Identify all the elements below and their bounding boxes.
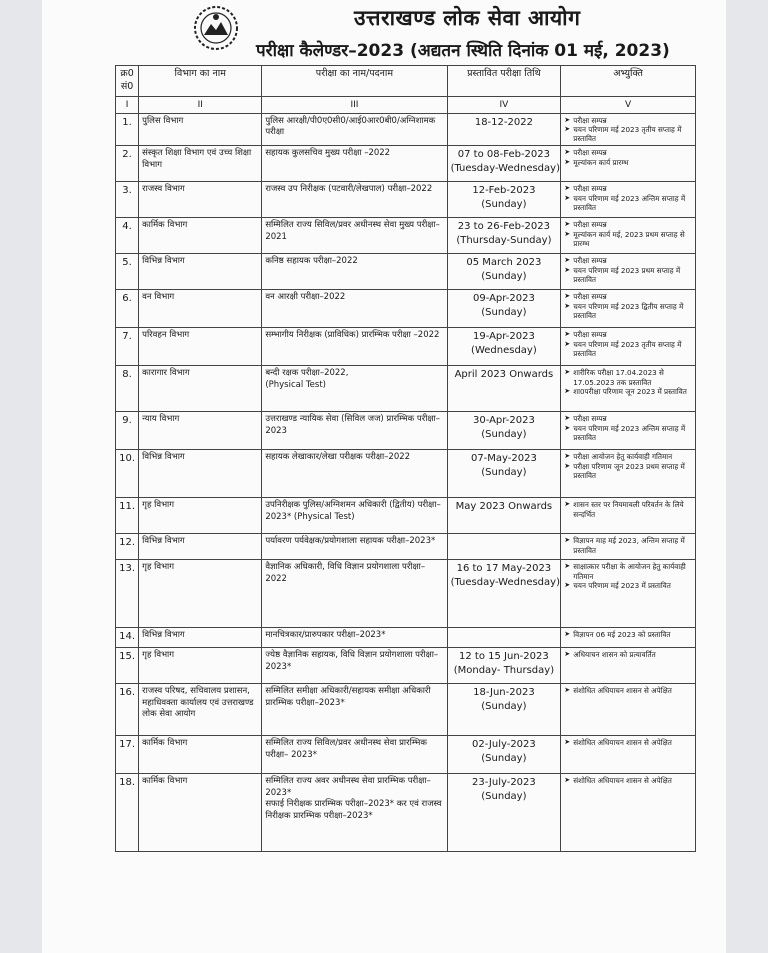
exam-name-cell	[262, 218, 447, 254]
table-row	[116, 684, 696, 736]
department-cell: गृह विभाग	[139, 648, 262, 684]
serial-number-cell: 2.	[116, 146, 139, 182]
date-line: (Sunday)	[481, 270, 527, 282]
exam-name-line: वैज्ञानिक अधिकारी, विधि विज्ञान प्रयोगशाला परीक्षा–2022	[265, 562, 426, 584]
remark-bullet-item: ➤ चयन परिणाम मई 2023 अन्तिम सप्ताह में प्रस्तावित	[564, 424, 692, 442]
remark-bullet-item: ➤ चयन परिणाम मई 2023 में प्रस्तावित	[564, 581, 692, 590]
exam-name-cell	[262, 648, 447, 684]
date-line: 02-July-2023	[472, 739, 536, 751]
remarks-cell	[561, 412, 696, 450]
serial-number-cell: 14.	[116, 628, 139, 648]
column-numeral: III	[262, 96, 447, 113]
exam-name-cell	[262, 684, 447, 736]
exam-name-line: उपनिरीक्षक पुलिस/अग्निशमन अधिकारी (द्वितीय) परीक्षा–2023* (Physical Test)	[265, 500, 441, 522]
proposed-date-cell	[447, 290, 561, 328]
table-row	[116, 218, 696, 254]
table-row	[116, 146, 696, 182]
remark-bullet-item: ➤ परीक्षा सम्पन्न	[564, 330, 692, 339]
remarks-cell	[561, 450, 696, 498]
exam-name-line: वन आरक्षी परीक्षा–2022	[265, 292, 346, 303]
remark-bullet-item: ➤ चयन परिणाम मई 2023 प्रथम सप्ताह में प्रस्तावित	[564, 266, 692, 284]
remark-bullet-item: ➤ परीक्षा सम्पन्न	[564, 256, 692, 265]
column-numeral: II	[139, 96, 262, 113]
exam-name-line: सम्मिलित राज्य अवर अधीनस्थ सेवा प्रारम्भिक परीक्षा–2023*	[265, 776, 431, 798]
table-row	[116, 560, 696, 628]
department-cell: विभिन्न विभाग	[139, 628, 262, 648]
table-row	[116, 328, 696, 366]
remark-bullet-item: ➤ मूल्यांकन कार्य मई, 2023 प्रथम सप्ताह से प्रारम्भ	[564, 230, 692, 248]
proposed-date-cell	[447, 560, 561, 628]
remarks-cell	[561, 498, 696, 534]
exam-name-cell	[262, 560, 447, 628]
table-row	[116, 498, 696, 534]
table-row	[116, 290, 696, 328]
table-row	[116, 182, 696, 218]
serial-number-cell: 1.	[116, 113, 139, 146]
department-cell: राजस्व परिषद, सचिवालय प्रशासन, महाधिवक्ता कार्यालय एवं उत्तराखण्ड लोक सेवा आयोग	[139, 684, 262, 736]
date-line: 30-Apr-2023	[472, 415, 535, 427]
remark-bullet-item: ➤ परीक्षा सम्पन्न	[564, 148, 692, 157]
remark-bullet-item: ➤ परीक्षा आयोजन हेतु कार्यवाही गतिमान	[564, 452, 692, 461]
exam-name-line: (Physical Test)	[265, 379, 326, 390]
serial-number-cell: 7.	[116, 328, 139, 366]
date-line: (Sunday)	[481, 752, 527, 764]
serial-number-cell: 6.	[116, 290, 139, 328]
exam-name-cell	[262, 113, 447, 146]
remarks-cell	[561, 774, 696, 852]
remark-bullet-item: ➤ अधियाचन शासन को प्रत्यावर्तित	[564, 650, 692, 659]
column-header-proposed-date: प्रस्तावित परीक्षा तिथि	[447, 66, 561, 97]
remarks-cell	[561, 328, 696, 366]
exam-name-cell	[262, 498, 447, 534]
remarks-cell	[561, 254, 696, 290]
remark-bullet-item: ➤ शासन स्तर पर नियमावली परिवर्तन के लिये सन्दर्भित	[564, 500, 692, 518]
table-row	[116, 113, 696, 146]
date-line: (Sunday)	[481, 790, 527, 802]
remarks-cell	[561, 534, 696, 560]
table-row	[116, 412, 696, 450]
exam-name-line: सम्मिलित समीक्षा अधिकारी/सहायक समीक्षा अधिकारी प्रारम्भिक परीक्षा–2023*	[265, 686, 431, 708]
proposed-date-cell	[447, 774, 561, 852]
department-cell: संस्कृत शिक्षा विभाग एवं उच्च शिक्षा विभाग	[139, 146, 262, 182]
exam-name-line: राजस्व उप निरीक्षक (पटवारी/लेखपाल) परीक्षा–2022	[265, 184, 433, 195]
remarks-cell	[561, 113, 696, 146]
remark-bullet-item: ➤ चयन परिणाम मई 2023 अन्तिम सप्ताह में प्रस्तावित	[564, 194, 692, 212]
department-cell: न्याय विभाग	[139, 412, 262, 450]
remarks-cell	[561, 684, 696, 736]
serial-number-cell: 8.	[116, 366, 139, 412]
date-line: (Wednesday)	[471, 344, 537, 356]
date-line: 19-Apr-2023	[472, 331, 535, 343]
department-cell: विभिन्न विभाग	[139, 534, 262, 560]
exam-name-cell	[262, 146, 447, 182]
date-line: 23-July-2023	[472, 777, 536, 789]
exam-name-cell	[262, 450, 447, 498]
proposed-date-cell	[447, 146, 561, 182]
serial-number-cell: 13.	[116, 560, 139, 628]
date-line: (Tuesday-Wednesday)	[450, 576, 560, 588]
proposed-date-cell	[447, 450, 561, 498]
serial-number-cell: 5.	[116, 254, 139, 290]
table-row	[116, 534, 696, 560]
remark-bullet-item: ➤ शारीरिक परीक्षा 17.04.2023 से 17.05.2023 तक प्रस्तावित	[564, 368, 692, 386]
department-cell: राजस्व विभाग	[139, 182, 262, 218]
document-subtitle: परीक्षा कैलेण्डर–2023 (अद्यतन स्थिति दिनांक 01 मई, 2023)	[256, 41, 670, 61]
serial-number-cell: 15.	[116, 648, 139, 684]
date-line: April 2023 Onwards	[454, 369, 554, 381]
proposed-date-cell	[447, 628, 561, 648]
remark-bullet-item: ➤ परीक्षा सम्पन्न	[564, 414, 692, 423]
remark-bullet-item: ➤ शा0परीक्षा परिणाम जून 2023 में प्रस्तावित	[564, 387, 692, 396]
date-line: 12 to 15 Jun-2023	[459, 651, 549, 663]
exam-name-line: बन्दी रक्षक परीक्षा–2022,	[265, 368, 349, 379]
table-row	[116, 254, 696, 290]
date-line: May 2023 Onwards	[455, 501, 553, 513]
column-numeral: V	[561, 96, 696, 113]
remark-bullet-item: ➤ परीक्षा परिणाम जून 2023 प्रथम सप्ताह में प्रस्तावित	[564, 462, 692, 480]
serial-number-cell: 9.	[116, 412, 139, 450]
remark-bullet-item: ➤ विज्ञापन माह मई 2023, अन्तिम सप्ताह में प्रस्तावित	[564, 536, 692, 554]
proposed-date-cell	[447, 218, 561, 254]
exam-name-line: सम्भागीय निरीक्षक (प्राविधिक) प्रारम्भिक परीक्षा –2022	[265, 330, 440, 341]
table-header-row	[116, 66, 696, 97]
remark-bullet-item: ➤ साक्षात्कार परीक्षा के आयोजन हेतु कार्यवाही गतिमान	[564, 562, 692, 580]
remark-bullet-item: ➤ परीक्षा सम्पन्न	[564, 184, 692, 193]
remark-bullet-item: ➤ संशोधित अधियाचन शासन से अपेक्षित	[564, 738, 692, 747]
remark-bullet-item: ➤ परीक्षा सम्पन्न	[564, 292, 692, 301]
exam-name-cell	[262, 412, 447, 450]
remarks-cell	[561, 146, 696, 182]
remarks-cell	[561, 290, 696, 328]
proposed-date-cell	[447, 736, 561, 774]
remarks-cell	[561, 648, 696, 684]
remark-bullet-item: ➤ परीक्षा सम्पन्न	[564, 116, 692, 125]
department-cell: पुलिस विभाग	[139, 113, 262, 146]
remarks-cell	[561, 366, 696, 412]
proposed-date-cell	[447, 534, 561, 560]
remark-bullet-item: ➤ मूल्यांकन कार्य प्रारम्भ	[564, 158, 692, 167]
date-line: (Sunday)	[481, 306, 527, 318]
date-line: 07 to 08-Feb-2023	[457, 149, 550, 161]
date-line: (Thursday-Sunday)	[456, 234, 552, 246]
exam-name-cell	[262, 254, 447, 290]
exam-name-line: ज्येष्ठ वैज्ञानिक सहायक, विधि विज्ञान प्रयोगशाला परीक्षा–2023*	[265, 650, 439, 672]
exam-calendar-table	[115, 65, 696, 852]
remarks-cell	[561, 218, 696, 254]
date-line: 07-May-2023	[470, 453, 537, 465]
table-row	[116, 774, 696, 852]
remark-bullet-item: ➤ संशोधित अधियाचन शासन से अपेक्षित	[564, 686, 692, 695]
exam-name-line: उत्तराखण्ड न्यायिक सेवा (सिविल जज) प्रारम्भिक परीक्षा– 2023	[265, 414, 440, 436]
department-cell: कार्मिक विभाग	[139, 774, 262, 852]
table-row	[116, 628, 696, 648]
date-line: (Sunday)	[481, 428, 527, 440]
table-body	[116, 113, 696, 852]
commission-emblem-logo	[192, 4, 240, 52]
proposed-date-cell	[447, 254, 561, 290]
serial-number-cell: 17.	[116, 736, 139, 774]
department-cell: विभिन्न विभाग	[139, 254, 262, 290]
remarks-cell	[561, 182, 696, 218]
proposed-date-cell	[447, 182, 561, 218]
date-line: 09-Apr-2023	[472, 293, 535, 305]
exam-name-line: सहायक लेखाकार/लेखा परीक्षक परीक्षा–2022	[265, 452, 411, 463]
remarks-cell	[561, 736, 696, 774]
proposed-date-cell	[447, 328, 561, 366]
date-line: (Monday- Thursday)	[453, 664, 555, 676]
department-cell: वन विभाग	[139, 290, 262, 328]
remark-bullet-item: ➤ चयन परिणाम मई 2023 तृतीय सप्ताह में प्रस्तावित	[564, 125, 692, 143]
date-line: (Sunday)	[481, 198, 527, 210]
exam-name-line: पुलिस आरक्षी/पी0ए0सी0/आई0आर0बी0/अग्निशामक परीक्षा	[265, 115, 436, 138]
proposed-date-cell	[447, 648, 561, 684]
column-numeral-row	[116, 96, 696, 113]
remarks-cell	[561, 560, 696, 628]
date-line: 23 to 26-Feb-2023	[457, 221, 550, 233]
column-header-serial: क्र0 सं0	[116, 66, 139, 97]
serial-number-cell: 18.	[116, 774, 139, 852]
department-cell: परिवहन विभाग	[139, 328, 262, 366]
exam-name-line: कनिष्ठ सहायक परीक्षा–2022	[265, 256, 358, 267]
department-cell: गृह विभाग	[139, 498, 262, 534]
exam-name-line: सम्मिलित राज्य सिविल/प्रवर अधीनस्थ सेवा मुख्य परीक्षा–2021	[265, 220, 440, 242]
proposed-date-cell	[447, 498, 561, 534]
remark-bullet-item: ➤ चयन परिणाम मई 2023 तृतीय सप्ताह में प्रस्तावित	[564, 340, 692, 358]
exam-name-cell	[262, 774, 447, 852]
column-header-exam-name: परीक्षा का नाम/पदनाम	[262, 66, 447, 97]
table-row	[116, 366, 696, 412]
serial-number-cell: 10.	[116, 450, 139, 498]
document-title: उत्तराखण्ड लोक सेवा आयोग	[354, 6, 581, 30]
exam-name-cell	[262, 628, 447, 648]
department-cell: गृह विभाग	[139, 560, 262, 628]
exam-name-cell	[262, 328, 447, 366]
exam-name-cell	[262, 182, 447, 218]
exam-name-line: सहायक कुलसचिव मुख्य परीक्षा –2022	[265, 148, 391, 159]
exam-name-cell	[262, 736, 447, 774]
column-numeral: IV	[447, 96, 561, 113]
serial-number-cell: 4.	[116, 218, 139, 254]
table-row	[116, 450, 696, 498]
exam-name-line: पर्यावरण पर्यवेक्षक/प्रयोगशाला सहायक परीक्षा–2023*	[265, 536, 436, 547]
date-line: (Tuesday-Wednesday)	[450, 162, 560, 174]
date-line: 12-Feb-2023	[472, 185, 536, 197]
column-header-remarks: अभ्युक्ति	[561, 66, 696, 97]
department-cell: कारागार विभाग	[139, 366, 262, 412]
date-line: 18-Jun-2023	[473, 687, 535, 699]
date-line: 16 to 17 May-2023	[456, 563, 552, 575]
proposed-date-cell	[447, 412, 561, 450]
date-line: 05 March 2023	[466, 257, 542, 269]
exam-name-line: मानचित्रकार/प्रारुपकार परीक्षा–2023*	[265, 630, 386, 641]
serial-number-cell: 11.	[116, 498, 139, 534]
department-cell: कार्मिक विभाग	[139, 218, 262, 254]
proposed-date-cell	[447, 366, 561, 412]
serial-number-cell: 3.	[116, 182, 139, 218]
column-header-department: विभाग का नाम	[139, 66, 262, 97]
serial-number-cell: 16.	[116, 684, 139, 736]
date-line: 18-12-2022	[474, 116, 533, 128]
date-line: (Sunday)	[481, 700, 527, 712]
column-numeral: I	[116, 96, 139, 113]
exam-name-cell	[262, 290, 447, 328]
remark-bullet-item: ➤ विज्ञापन 06 मई 2023 को प्रस्तावित	[564, 630, 692, 639]
exam-name-cell	[262, 366, 447, 412]
serial-number-cell: 12.	[116, 534, 139, 560]
department-cell: विभिन्न विभाग	[139, 450, 262, 498]
exam-name-cell	[262, 534, 447, 560]
proposed-date-cell	[447, 113, 561, 146]
exam-name-line: सम्मिलित राज्य सिविल/प्रवर अधीनस्थ सेवा प्रारम्भिक परीक्षा– 2023*	[265, 738, 427, 760]
remark-bullet-item: ➤ परीक्षा सम्पन्न	[564, 220, 692, 229]
exam-name-line: सफाई निरीक्षक प्रारम्भिक परीक्षा–2023* कर एवं राजस्व निरीक्षक प्रारम्भिक परीक्षा–2023*	[265, 799, 442, 821]
remark-bullet-item: ➤ संशोधित अधियाचन शासन से अपेक्षित	[564, 776, 692, 785]
remark-bullet-item: ➤ चयन परिणाम मई 2023 द्वितीय सप्ताह में प्रस्तावित	[564, 302, 692, 320]
remarks-cell	[561, 628, 696, 648]
table-row	[116, 648, 696, 684]
table-row	[116, 736, 696, 774]
department-cell: कार्मिक विभाग	[139, 736, 262, 774]
date-line: (Sunday)	[481, 466, 527, 478]
proposed-date-cell	[447, 684, 561, 736]
